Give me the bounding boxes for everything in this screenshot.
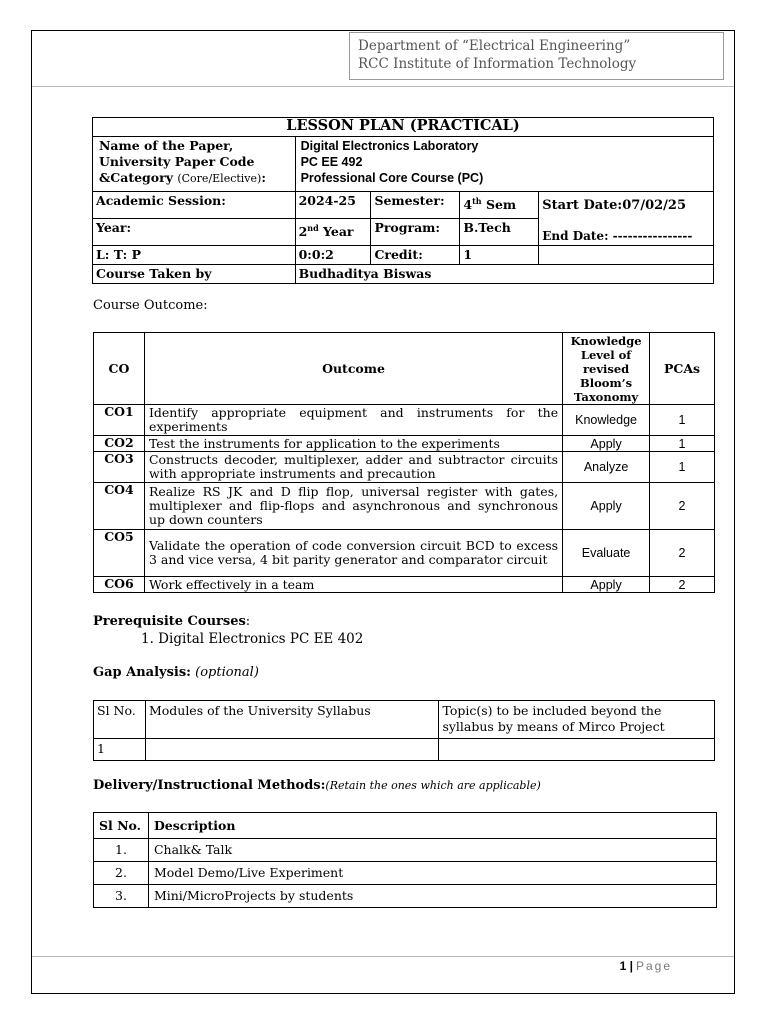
gap-row-module: [145, 739, 439, 761]
co-level: Knowledge: [563, 405, 650, 436]
paper-label-colon: :: [261, 170, 266, 185]
outcome-header: Outcome: [144, 333, 562, 405]
co-pcas: 2: [650, 530, 715, 577]
co-id: CO4: [94, 483, 145, 530]
department-header: [349, 32, 724, 80]
gap-analysis-optional: (optional): [195, 665, 259, 680]
co-row: [94, 530, 715, 577]
paper-label-core-elective: (Core/Elective): [177, 172, 262, 185]
gap-analysis-table: [93, 700, 715, 761]
co-row: [94, 436, 715, 452]
session-label: Academic Session:: [93, 192, 296, 219]
prerequisite-label: Prerequisite Courses: [93, 614, 246, 629]
paper-details-cell: [295, 137, 713, 192]
prerequisite-heading: [93, 614, 250, 629]
delivery-label: Delivery/Instructional Methods:: [93, 778, 326, 793]
co-pcas: 2: [650, 483, 715, 530]
empty-date-cell: [539, 246, 714, 265]
co-outcome: Validate the operation of code conversion circuit BCD to excess 3 and vice versa, 4 bit parity generator and comparator circuit: [144, 530, 562, 577]
co-pcas: 1: [650, 436, 715, 452]
co-outcome: Work effectively in a team: [144, 577, 562, 593]
credit-label: Credit:: [371, 246, 460, 265]
lesson-plan-title: LESSON PLAN (PRACTICAL): [93, 118, 714, 137]
delivery-row-desc: Mini/MicroProjects by students: [148, 885, 716, 908]
gap-analysis-heading: [93, 665, 259, 680]
paper-code: PC EE 492: [300, 155, 363, 169]
co-id: CO1: [94, 405, 145, 436]
co-level: Apply: [563, 436, 650, 452]
gap-modules-header: Modules of the University Syllabus: [145, 701, 439, 739]
paper-label-line3: &Category: [99, 170, 178, 185]
co-row: [94, 452, 715, 483]
delivery-row: [94, 839, 717, 862]
delivery-methods-table: [93, 812, 717, 908]
co-level: Apply: [563, 577, 650, 593]
co-outcome: Test the instruments for application to the experiments: [144, 436, 562, 452]
delivery-row-desc: Chalk& Talk: [148, 839, 716, 862]
co-row: [94, 483, 715, 530]
program-value: B.Tech: [460, 219, 539, 246]
paper-label-line2: University Paper Code: [99, 154, 255, 169]
delivery-row: [94, 885, 717, 908]
co-header: CO: [94, 333, 145, 405]
gap-analysis-label: Gap Analysis:: [93, 665, 191, 680]
page-word: Page: [635, 959, 672, 973]
session-value: 2024-25: [295, 192, 371, 219]
delivery-row-no: 2.: [94, 862, 149, 885]
co-row: [94, 405, 715, 436]
semester-label: Semester:: [371, 192, 460, 219]
gap-slno-header: Sl No.: [94, 701, 146, 739]
delivery-heading: [93, 778, 541, 793]
course-outcome-table: [93, 332, 715, 593]
header-rule: [32, 86, 734, 87]
page-separator: |: [629, 959, 633, 973]
taken-label: Course Taken by: [93, 265, 296, 284]
co-id: CO2: [94, 436, 145, 452]
year-label: Year:: [93, 219, 296, 246]
paper-category: Professional Core Course (PC): [300, 171, 484, 185]
year-value: 2nd Year: [295, 219, 371, 246]
course-outcome-label: Course Outcome:: [93, 298, 208, 313]
co-id: CO3: [94, 452, 145, 483]
knowledge-level-header: Knowledge Level of revised Bloom’s Taxonomy: [563, 333, 650, 405]
co-row: [94, 577, 715, 593]
gap-row-no: 1: [94, 739, 146, 761]
co-outcome: Identify appropriate equipment and instruments for the experiments: [144, 405, 562, 436]
delivery-row-desc: Model Demo/Live Experiment: [148, 862, 716, 885]
dates-cell: [539, 192, 714, 246]
co-pcas: 1: [650, 452, 715, 483]
co-id: CO6: [94, 577, 145, 593]
co-level: Apply: [563, 483, 650, 530]
page-footer: [620, 959, 672, 973]
taken-value: Budhaditya Biswas: [295, 265, 713, 284]
institute-name: RCC Institute of Information Technology: [358, 56, 637, 72]
credit-value: 1: [460, 246, 539, 265]
lesson-plan-info-table: [92, 117, 714, 284]
co-level: Evaluate: [563, 530, 650, 577]
co-level: Analyze: [563, 452, 650, 483]
department-name: Department of “Electrical Engineering”: [358, 38, 631, 54]
delivery-row: [94, 862, 717, 885]
delivery-row-no: 1.: [94, 839, 149, 862]
gap-row-topic: [439, 739, 715, 761]
start-date: Start Date:07/02/25: [542, 198, 687, 213]
paper-label-cell: [93, 137, 296, 192]
delivery-row-no: 3.: [94, 885, 149, 908]
paper-label-line1: Name of the Paper,: [99, 138, 234, 153]
co-pcas: 1: [650, 405, 715, 436]
end-date: End Date: ----------------: [542, 229, 693, 243]
co-id: CO5: [94, 530, 145, 577]
prerequisite-colon: :: [245, 614, 251, 629]
ltp-label: L: T: P: [93, 246, 296, 265]
co-pcas: 2: [650, 577, 715, 593]
paper-name: Digital Electronics Laboratory: [300, 139, 479, 153]
program-label: Program:: [371, 219, 460, 246]
pcas-header: PCAs: [650, 333, 715, 405]
co-outcome: Realize RS JK and D flip flop, universal register with gates, multiplexer and flip-flops and asynchronous and synchronous up down counters: [144, 483, 562, 530]
co-outcome: Constructs decoder, multiplexer, adder and subtractor circuits with appropriate instruments and precaution: [144, 452, 562, 483]
semester-value: 4th Sem: [460, 192, 539, 219]
delivery-note: (Retain the ones which are applicable): [325, 779, 541, 792]
delivery-slno-header: Sl No.: [94, 813, 149, 839]
page-number: 1: [619, 959, 627, 973]
ltp-value: 0:0:2: [295, 246, 371, 265]
gap-topics-header: Topic(s) to be included beyond the syllabus by means of Mirco Project: [439, 701, 715, 739]
prerequisite-item: 1. Digital Electronics PC EE 402: [141, 631, 364, 647]
footer-rule: [32, 956, 734, 957]
delivery-description-header: Description: [148, 813, 716, 839]
